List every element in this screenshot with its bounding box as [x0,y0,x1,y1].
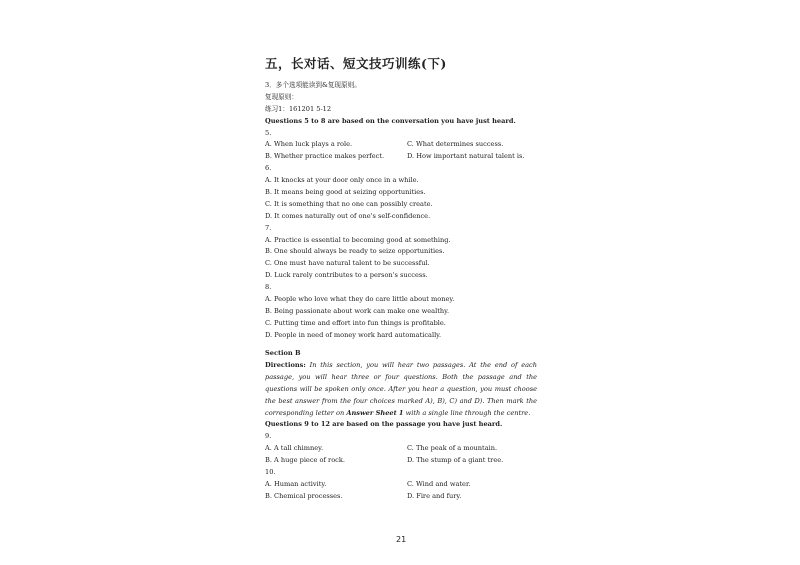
answer-sheet-label: Answer Sheet 1 [346,409,404,418]
option-row [265,455,540,467]
option: D. People in need of money work hard automatically. [265,330,442,339]
option: A. People who love what they do care little about money. [265,295,455,304]
option: C. Wind and water. [407,479,471,488]
option: B. Whether practice makes perfect. [265,152,385,161]
option: D. Fire and fury. [407,491,462,500]
question-number: 8. [265,283,272,292]
option: B. Chemical processes. [265,491,343,500]
option: D. It comes naturally out of one's self-confidence. [265,211,431,220]
directions-text: with a single line through the centre. [405,409,531,418]
question-number: 7. [265,223,272,232]
option-row [265,479,540,491]
page-content [265,80,540,503]
question-number: 10. [265,468,276,477]
directions-label: Directions: [265,361,306,370]
option: C. It is something that no one can possibly create. [265,199,433,208]
page-title: 五，长对话、短文技巧训练(下) [265,56,447,71]
option: A. When luck plays a role. [265,140,353,149]
question-number: 9. [265,432,272,441]
section-b-heading: Section B [265,348,301,357]
option: A. It knocks at your door only once in a while. [265,176,419,185]
directions-paragraph [265,359,537,419]
option: B. It means being good at seizing opportunities. [265,188,426,197]
question-number: 6. [265,164,272,173]
intro-line: 练习1：161201 5-12 [265,104,332,113]
option-row [265,491,540,503]
intro-line: 3．多个选项能读到&复现原则。 [265,81,361,89]
questions-heading: Questions 9 to 12 are based on the passage you have just heard. [265,420,503,429]
option: C. Putting time and effort into fun things is profitable. [265,318,446,327]
option: B. One should always be ready to seize opportunities. [265,247,445,256]
option: A. Practice is essential to becoming good at something. [265,235,451,244]
option: A. Human activity. [265,479,327,488]
intro-line: 复现原则： [265,92,298,101]
option-row [265,151,540,163]
part-a-heading: Questions 5 to 8 are based on the conversation you have just heard. [265,116,516,125]
option-row [265,139,540,151]
option: D. How important natural talent is. [407,152,525,161]
option: D. The stump of a giant tree. [407,456,504,465]
option: A. A tall chimney. [265,444,324,453]
option-row [265,443,540,455]
option: B. A huge piece of rock. [265,456,345,465]
question-number: 5. [265,128,272,137]
option: C. What determines success. [407,140,504,149]
option: C. One must have natural talent to be successful. [265,259,430,268]
option: D. Luck rarely contributes to a person's success. [265,271,428,280]
page-number: 21 [396,535,407,544]
option: C. The peak of a mountain. [407,444,498,453]
directions-text: In this section, you will hear two passages. At the end of each passage, you will hear three or four questions. Both the passage and the questions will be spoken only once. After you hear a question, you must choose the best answer from the four choices marked A), B), C) and D). Then mark the corresponding letter on [265,361,537,418]
option: B. Being passionate about work can make one wealthy. [265,306,450,315]
